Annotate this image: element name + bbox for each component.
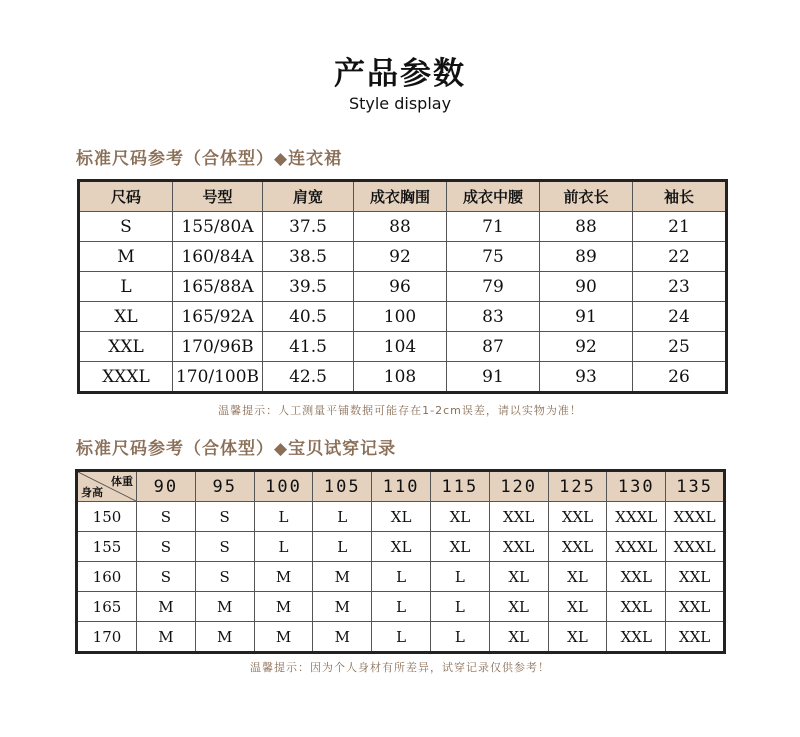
weight-label: 体重 <box>111 475 133 488</box>
recommended-size-cell: S <box>195 562 254 592</box>
recommended-size-cell: S <box>137 562 196 592</box>
recommended-size-cell: XXL <box>489 532 548 562</box>
recommended-size-cell: XL <box>489 592 548 622</box>
recommended-size-cell: M <box>254 562 313 592</box>
recommended-size-cell: XXL <box>666 592 725 622</box>
recommended-size-cell: XXL <box>666 622 725 653</box>
size-chart-heading: 标准尺码参考（合体型）◆连衣裙 <box>76 149 343 169</box>
cell-bust: 96 <box>354 272 447 302</box>
height-cell: 170 <box>77 622 137 653</box>
cell-model: 160/84A <box>173 242 263 272</box>
cell-size: L <box>79 272 173 302</box>
cell-front-length: 88 <box>540 212 633 242</box>
table-row <box>79 212 727 242</box>
cell-shoulder: 37.5 <box>263 212 354 242</box>
table-row <box>79 272 727 302</box>
recommended-size-cell: XL <box>548 622 607 653</box>
recommended-size-cell: M <box>254 592 313 622</box>
cell-sleeve: 24 <box>633 302 727 332</box>
weight-header: 125 <box>548 471 607 502</box>
cell-model: 155/80A <box>173 212 263 242</box>
cell-waist: 71 <box>447 212 540 242</box>
cell-bust: 108 <box>354 362 447 393</box>
cell-shoulder: 41.5 <box>263 332 354 362</box>
column-header-waist: 成衣中腰 <box>447 181 540 212</box>
cell-model: 165/92A <box>173 302 263 332</box>
cell-sleeve: 23 <box>633 272 727 302</box>
cell-waist: 75 <box>447 242 540 272</box>
weight-height-corner-cell <box>77 471 137 502</box>
height-cell: 160 <box>77 562 137 592</box>
recommended-size-cell: L <box>313 532 372 562</box>
recommended-size-cell: XXL <box>607 562 666 592</box>
table-row <box>79 242 727 272</box>
fitting-record-header-row <box>77 471 725 502</box>
recommended-size-cell: M <box>137 592 196 622</box>
recommended-size-cell: M <box>195 592 254 622</box>
cell-sleeve: 21 <box>633 212 727 242</box>
recommended-size-cell: L <box>372 592 431 622</box>
cell-size: S <box>79 212 173 242</box>
recommended-size-cell: L <box>430 592 489 622</box>
fitting-record-heading: 标准尺码参考（合体型）◆宝贝试穿记录 <box>76 439 397 459</box>
recommended-size-cell: M <box>195 622 254 653</box>
cell-shoulder: 38.5 <box>263 242 354 272</box>
cell-size: XXL <box>79 332 173 362</box>
cell-model: 170/96B <box>173 332 263 362</box>
weight-header: 90 <box>137 471 196 502</box>
cell-size: XXXL <box>79 362 173 393</box>
weight-header: 120 <box>489 471 548 502</box>
recommended-size-cell: L <box>372 622 431 653</box>
cell-sleeve: 22 <box>633 242 727 272</box>
height-label: 身高 <box>81 486 103 499</box>
cell-model: 165/88A <box>173 272 263 302</box>
cell-waist: 87 <box>447 332 540 362</box>
cell-sleeve: 26 <box>633 362 727 393</box>
cell-bust: 104 <box>354 332 447 362</box>
weight-header: 100 <box>254 471 313 502</box>
recommended-size-cell: XXXL <box>666 502 725 532</box>
cell-size: M <box>79 242 173 272</box>
table-row <box>77 532 725 562</box>
column-header-front-length: 前衣长 <box>540 181 633 212</box>
recommended-size-cell: L <box>254 502 313 532</box>
weight-header: 115 <box>430 471 489 502</box>
cell-bust: 100 <box>354 302 447 332</box>
cell-bust: 88 <box>354 212 447 242</box>
cell-size: XL <box>79 302 173 332</box>
table-row <box>77 502 725 532</box>
recommended-size-cell: S <box>195 502 254 532</box>
recommended-size-cell: M <box>137 622 196 653</box>
height-cell: 155 <box>77 532 137 562</box>
cell-shoulder: 40.5 <box>263 302 354 332</box>
recommended-size-cell: L <box>430 562 489 592</box>
cell-front-length: 90 <box>540 272 633 302</box>
size-chart-table <box>77 179 728 394</box>
table-row <box>77 592 725 622</box>
recommended-size-cell: M <box>254 622 313 653</box>
cell-front-length: 93 <box>540 362 633 393</box>
cell-bust: 92 <box>354 242 447 272</box>
recommended-size-cell: XL <box>372 532 431 562</box>
recommended-size-cell: XXL <box>666 562 725 592</box>
fitting-tip: 温馨提示：因为个人身材有所差异，试穿记录仅供参考！ <box>250 661 550 674</box>
column-header-size: 尺码 <box>79 181 173 212</box>
recommended-size-cell: S <box>137 502 196 532</box>
recommended-size-cell: XL <box>548 592 607 622</box>
column-header-bust: 成衣胸围 <box>354 181 447 212</box>
recommended-size-cell: L <box>313 502 372 532</box>
recommended-size-cell: XL <box>430 502 489 532</box>
fitting-record-table <box>75 469 726 654</box>
table-row <box>79 302 727 332</box>
cell-waist: 83 <box>447 302 540 332</box>
recommended-size-cell: S <box>195 532 254 562</box>
recommended-size-cell: XXXL <box>607 532 666 562</box>
column-header-shoulder: 肩宽 <box>263 181 354 212</box>
table-row <box>77 562 725 592</box>
column-header-sleeve: 袖长 <box>633 181 727 212</box>
recommended-size-cell: L <box>430 622 489 653</box>
measurement-tip: 温馨提示：人工测量平铺数据可能存在1-2cm误差，请以实物为准！ <box>218 404 582 417</box>
recommended-size-cell: L <box>254 532 313 562</box>
recommended-size-cell: M <box>313 622 372 653</box>
recommended-size-cell: L <box>372 562 431 592</box>
recommended-size-cell: S <box>137 532 196 562</box>
cell-waist: 79 <box>447 272 540 302</box>
cell-shoulder: 39.5 <box>263 272 354 302</box>
recommended-size-cell: XL <box>489 562 548 592</box>
weight-header: 105 <box>313 471 372 502</box>
recommended-size-cell: XXXL <box>666 532 725 562</box>
recommended-size-cell: M <box>313 562 372 592</box>
recommended-size-cell: XL <box>372 502 431 532</box>
table-row <box>79 362 727 393</box>
recommended-size-cell: M <box>313 592 372 622</box>
cell-front-length: 89 <box>540 242 633 272</box>
cell-front-length: 92 <box>540 332 633 362</box>
recommended-size-cell: XXL <box>607 622 666 653</box>
weight-header: 110 <box>372 471 431 502</box>
recommended-size-cell: XXXL <box>607 502 666 532</box>
recommended-size-cell: XXL <box>489 502 548 532</box>
weight-header: 130 <box>607 471 666 502</box>
recommended-size-cell: XXL <box>548 502 607 532</box>
recommended-size-cell: XXL <box>548 532 607 562</box>
recommended-size-cell: XL <box>548 562 607 592</box>
weight-header: 135 <box>666 471 725 502</box>
recommended-size-cell: XL <box>430 532 489 562</box>
page-title: 产品参数 <box>334 56 466 92</box>
recommended-size-cell: XXL <box>607 592 666 622</box>
recommended-size-cell: XL <box>489 622 548 653</box>
height-cell: 150 <box>77 502 137 532</box>
size-chart-header-row <box>79 181 727 212</box>
cell-shoulder: 42.5 <box>263 362 354 393</box>
column-header-model: 号型 <box>173 181 263 212</box>
weight-header: 95 <box>195 471 254 502</box>
cell-model: 170/100B <box>173 362 263 393</box>
height-cell: 165 <box>77 592 137 622</box>
cell-waist: 91 <box>447 362 540 393</box>
cell-front-length: 91 <box>540 302 633 332</box>
cell-sleeve: 25 <box>633 332 727 362</box>
table-row <box>77 622 725 653</box>
page-subtitle: Style display <box>348 94 452 113</box>
table-row <box>79 332 727 362</box>
